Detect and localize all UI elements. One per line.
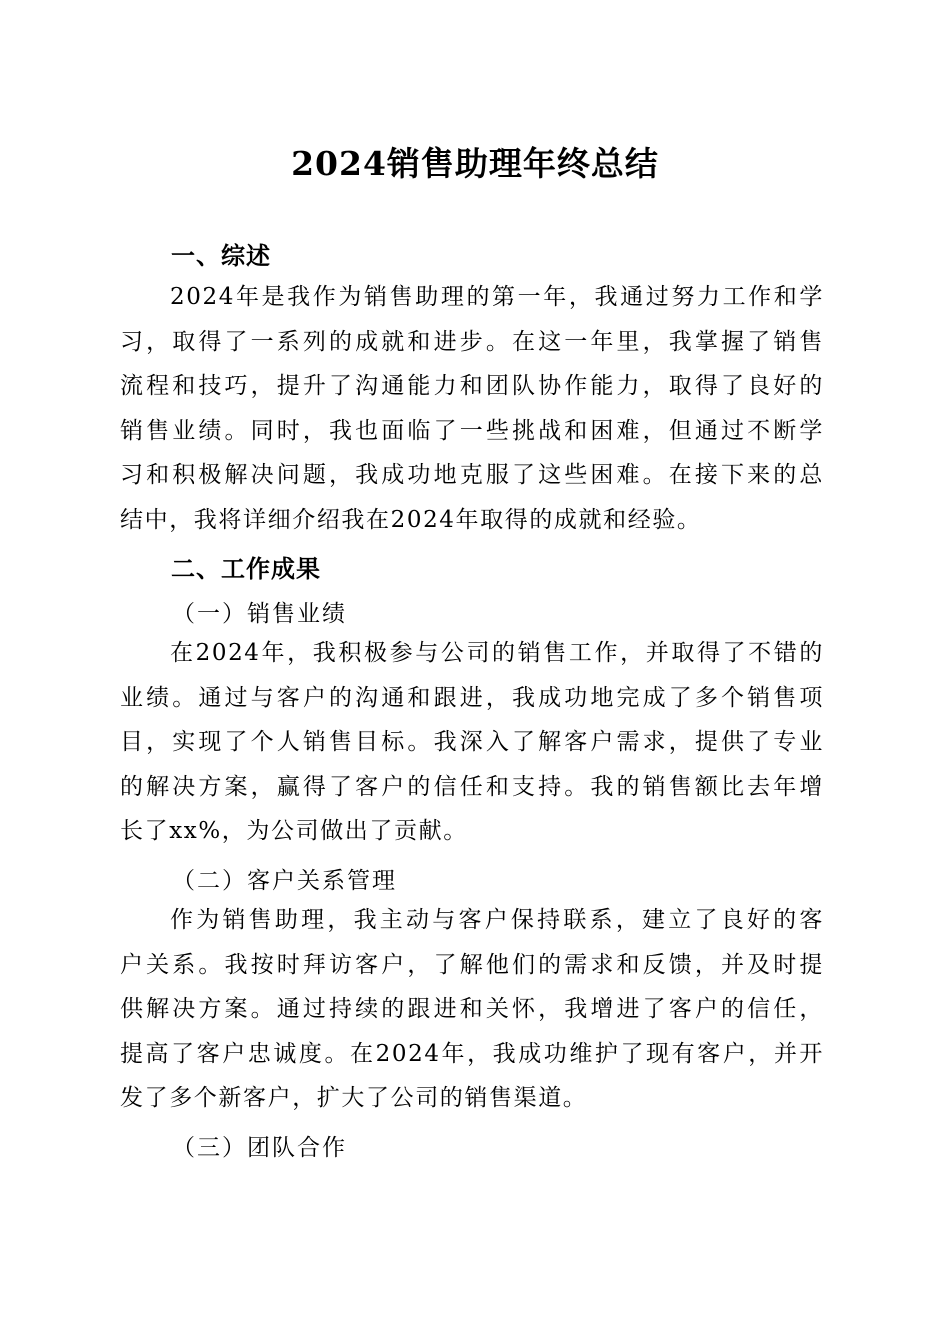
paragraph-line: 流程和技巧，提升了沟通能力和团队协作能力，取得了良好的 <box>120 373 824 399</box>
paragraph-line: 发了多个新客户，扩大了公司的销售渠道。 <box>120 1085 588 1111</box>
paragraph-line: 提高了客户忠诚度。在2024年，我成功维护了现有客户，并开 <box>120 1040 824 1067</box>
subsection-heading-customer: （二）客户关系管理 <box>172 868 397 894</box>
paragraph-line: 供解决方案。通过持续的跟进和关怀，我增进了客户的信任， <box>120 996 824 1022</box>
paragraph-line: 销售业绩。同时，我也面临了一些挑战和困难，但通过不断学 <box>120 417 824 444</box>
paragraph-line: 习，取得了一系列的成就和进步。在这一年里，我掌握了销售 <box>120 328 824 355</box>
paragraph-line: 作为销售助理，我主动与客户保持联系，建立了良好的客 <box>170 907 824 933</box>
document-title: 2024销售助理年终总结 <box>291 144 659 183</box>
paragraph-line: 2024年是我作为销售助理的第一年，我通过努力工作和学 <box>170 284 824 310</box>
customer-paragraph <box>120 898 824 1121</box>
overview-paragraph <box>120 275 824 542</box>
section-heading-results: 二、工作成果 <box>171 555 321 583</box>
paragraph-line: 习和积极解决问题，我成功地克服了这些困难。在接下来的总 <box>120 462 824 488</box>
subsection-heading-teamwork: （三）团队合作 <box>172 1135 347 1161</box>
paragraph-line: 在2024年，我积极参与公司的销售工作，并取得了不错的 <box>170 640 824 666</box>
subsection-heading-sales: （一）销售业绩 <box>172 601 347 627</box>
paragraph-line: 目，实现了个人销售目标。我深入了解客户需求，提供了专业 <box>120 729 824 755</box>
paragraph-line: 业绩。通过与客户的沟通和跟进，我成功地完成了多个销售项 <box>120 684 824 711</box>
paragraph-line: 户关系。我按时拜访客户，了解他们的需求和反馈，并及时提 <box>120 951 824 978</box>
sales-paragraph <box>120 631 824 854</box>
paragraph-line: 结中，我将详细介绍我在2024年取得的成就和经验。 <box>120 506 702 533</box>
paragraph-line: 长了xx%，为公司做出了贡献。 <box>120 818 468 844</box>
paragraph-line: 的解决方案，赢得了客户的信任和支持。我的销售额比去年增 <box>120 773 824 800</box>
section-heading-overview: 一、综述 <box>171 242 271 270</box>
